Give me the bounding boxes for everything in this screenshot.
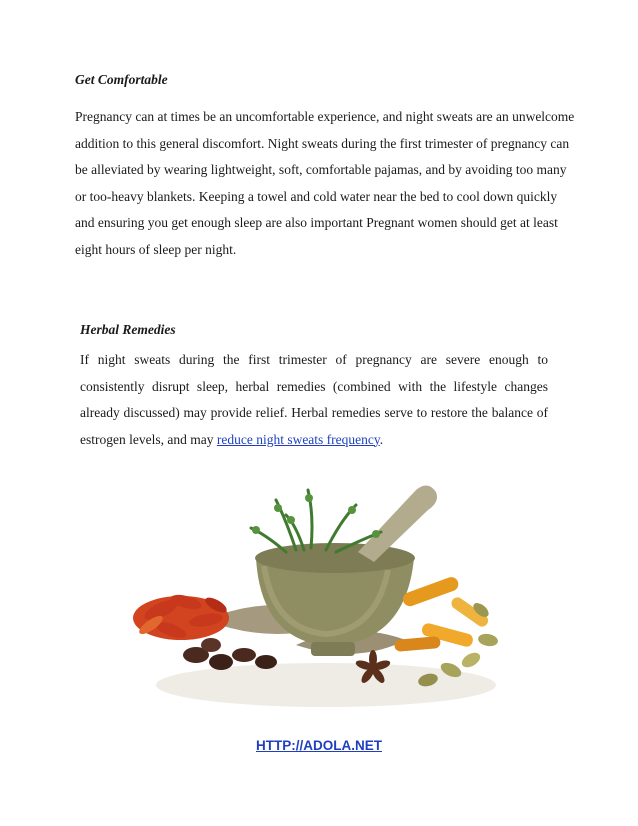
section-heading-herbal-remedies: Herbal Remedies <box>80 322 176 337</box>
paragraph-herbal-remedies <box>80 347 548 453</box>
adola-website-link[interactable]: HTTP://ADOLA.NET <box>256 738 382 753</box>
reduce-night-sweats-link[interactable]: reduce night sweats frequency <box>216 431 380 447</box>
rosemary-sprigs <box>251 490 381 552</box>
red-chili-pile <box>133 592 229 641</box>
paragraph-text-after-link: . <box>379 431 384 447</box>
section-heading-get-comfortable: Get Comfortable <box>75 72 168 87</box>
paragraph-get-comfortable: Pregnancy can at times be an uncomfortable experience, and night sweats are an unwelcome addition to this general discomfort. Night sweats during the first trimester of pregnancy can be alleviated by wearing lightweight, soft, comfortable pajamas, and by avoiding too many or too-heavy blankets. Keeping a towel and cold water near the bed to cool down quickly and ensuring you get enough sleep are also important Pregnant women should get at least eight hours of sleep per night. <box>75 109 575 257</box>
mortar-pestle-herbs-image <box>126 470 516 720</box>
dark-seed-pods <box>183 638 277 670</box>
paragraph-text-before-link: If night sweats during the first trimester of pregnancy are severe enough to consistently disrupt sleep, herbal remedies (combined with the lifestyle changes already discussed) may provide relief. Herbal remedies serve to restore the balance of estrogen levels, and may <box>80 352 548 447</box>
